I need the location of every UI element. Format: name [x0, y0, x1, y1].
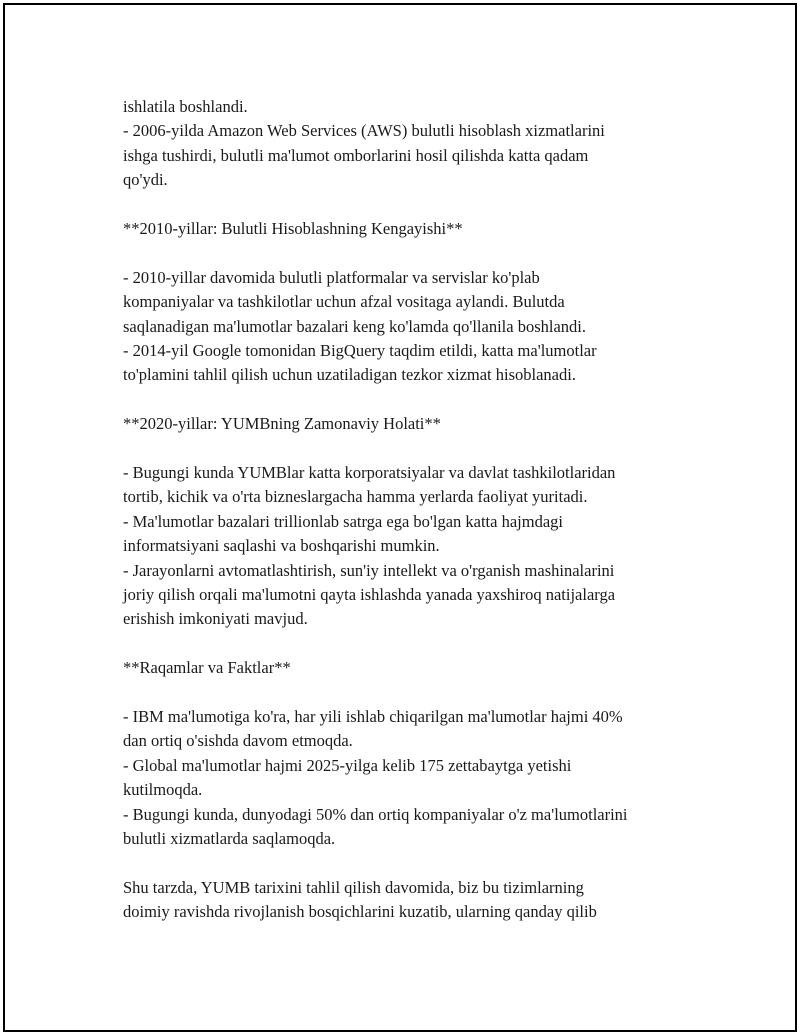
text-line: kompaniyalar va tashkilotlar uchun afzal vositaga aylandi. Bulutda [123, 292, 565, 312]
text-line [123, 241, 703, 265]
text-line: - IBM ma'lumotiga ko'ra, har yili ishlab chiqarilgan ma'lumotlar hajmi 40% [123, 707, 623, 727]
text-line: to'plamini tahlil qilish uchun uzatiladigan tezkor xizmat hisoblanadi. [123, 365, 576, 385]
text-line: tortib, kichik va o'rta bizneslargacha hamma yerlarda faoliyat yuritadi. [123, 487, 588, 507]
text-line: ishga tushirdi, bulutli ma'lumot omborlarini hosil qilishda katta qadam [123, 145, 589, 165]
text-line: **2010-yillar: Bulutli Hisoblashning Kengayishi** [123, 219, 463, 239]
text-line: **2020-yillar: YUMBning Zamonaviy Holati** [123, 414, 441, 434]
text-line: saqlanadigan ma'lumotlar bazalari keng ko'lamda qo'llanila boshlandi. [123, 316, 586, 336]
text-line: ishlatila boshlandi. [123, 97, 248, 116]
text-line: - 2006-yilda Amazon Web Services (AWS) bulutli hisoblash xizmatlarini [123, 121, 605, 141]
text-line: joriy qilish orqali ma'lumotni qayta ishlashda yanada yaxshiroq natijalarga [123, 585, 616, 605]
text-line: **Raqamlar va Faktlar** [123, 658, 291, 678]
text-line: doimiy ravishda rivojlanish bosqichlarini kuzatib, ularning qanday qilib [123, 902, 597, 922]
text-line: - Bugungi kunda YUMBlar katta korporatsiyalar va davlat tashkilotlaridan [123, 463, 616, 483]
text-line: - Bugungi kunda, dunyodagi 50% dan ortiq kompaniyalar o'z ma'lumotlarini [123, 804, 628, 824]
text-line [123, 681, 703, 705]
text-line: Shu tarzda, YUMB tarixini tahlil qilish davomida, biz bu tizimlarning [123, 877, 584, 897]
text-line: informatsiyani saqlashi va boshqarishi mumkin. [123, 536, 440, 556]
text-line [123, 437, 703, 461]
text-line: dan ortiq o'sishda davom etmoqda. [123, 731, 353, 751]
text-line: - Global ma'lumotlar hajmi 2025-yilga kelib 175 zettabaytga yetishi [123, 755, 572, 775]
text-line: - Ma'lumotlar bazalari trillionlab satrga ega bo'lgan katta hajmdagi [123, 511, 563, 531]
text-line: qo'ydi. [123, 170, 168, 190]
document-page [3, 3, 797, 1032]
text-line: bulutli xizmatlarda saqlamoqda. [123, 829, 336, 849]
text-line [123, 193, 703, 217]
text-line: - 2010-yillar davomida bulutli platformalar va servislar ko'plab [123, 267, 540, 287]
text-line: kutilmoqda. [123, 780, 203, 800]
document-body [123, 95, 703, 925]
text-line: - Jarayonlarni avtomatlashtirish, sun'iy intellekt va o'rganish mashinalarini [123, 560, 615, 580]
text-line [123, 852, 703, 876]
text-line [123, 632, 703, 656]
text-line: - 2014-yil Google tomonidan BigQuery taqdim etildi, katta ma'lumotlar [123, 341, 597, 361]
text-line [123, 388, 703, 412]
text-line: erishish imkoniyati mavjud. [123, 609, 308, 629]
